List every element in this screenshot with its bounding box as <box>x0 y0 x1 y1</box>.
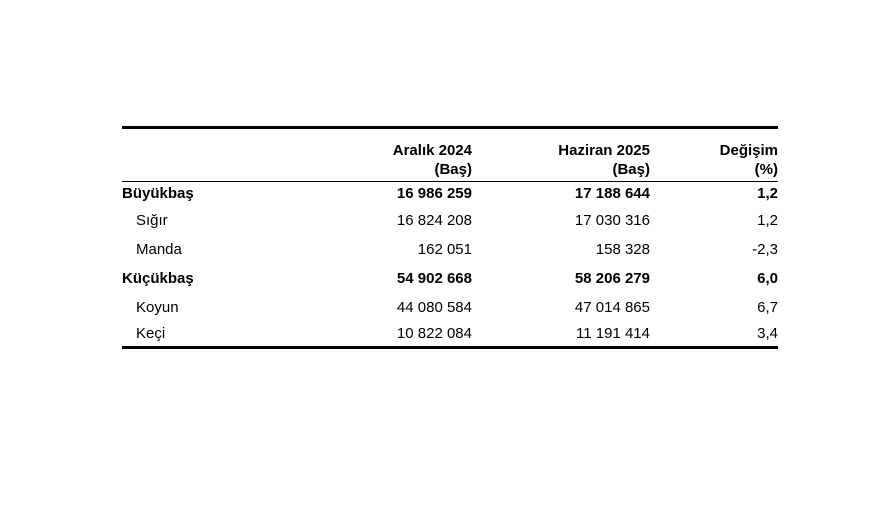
table-body <box>122 182 778 347</box>
cell-haziran-2025: 58 206 279 <box>574 270 650 287</box>
cell-haziran-2025: 47 014 865 <box>574 299 650 316</box>
cell-haziran-2025: 17 030 316 <box>574 212 650 229</box>
header-haziran-2025 <box>472 129 650 182</box>
header-line2: (%) <box>754 161 778 178</box>
row-label: Manda <box>136 241 182 258</box>
table-row <box>122 235 778 264</box>
header-row <box>122 129 778 182</box>
row-label: Koyun <box>136 299 179 316</box>
row-label: Keçi <box>136 325 166 342</box>
data-table <box>122 129 778 346</box>
header-line1: Aralık 2024 <box>392 142 472 159</box>
table-row <box>122 206 778 235</box>
cell-haziran-2025: 17 188 644 <box>574 185 650 202</box>
table-row <box>122 182 778 207</box>
cell-degisim: -2,3 <box>752 241 778 258</box>
cell-aralik-2024: 44 080 584 <box>396 299 472 316</box>
livestock-table <box>122 126 778 349</box>
table-row <box>122 293 778 322</box>
cell-aralik-2024: 54 902 668 <box>396 270 472 287</box>
header-aralik-2024 <box>312 129 472 182</box>
table-header <box>122 129 778 182</box>
header-line2: (Baş) <box>434 161 472 178</box>
table-row <box>122 322 778 346</box>
cell-haziran-2025: 11 191 414 <box>576 325 650 342</box>
row-label: Küçükbaş <box>122 270 194 287</box>
row-label: Büyükbaş <box>122 185 194 202</box>
cell-degisim: 3,4 <box>757 325 778 342</box>
cell-aralik-2024: 16 824 208 <box>396 212 472 229</box>
header-line2: (Baş) <box>612 161 650 178</box>
cell-degisim: 1,2 <box>757 185 778 202</box>
header-line1: Haziran 2025 <box>558 142 650 159</box>
cell-haziran-2025: 158 328 <box>595 241 650 258</box>
cell-aralik-2024: 162 051 <box>417 241 472 258</box>
cell-aralik-2024: 10 822 084 <box>396 325 472 342</box>
header-line1: Değişim <box>719 142 778 159</box>
row-label: Sığır <box>136 212 168 229</box>
cell-degisim: 6,7 <box>757 299 778 316</box>
cell-aralik-2024: 16 986 259 <box>396 185 472 202</box>
header-label-column <box>122 129 312 182</box>
cell-degisim: 6,0 <box>757 270 778 287</box>
table-row <box>122 264 778 293</box>
header-degisim <box>650 129 778 182</box>
cell-degisim: 1,2 <box>757 212 778 229</box>
